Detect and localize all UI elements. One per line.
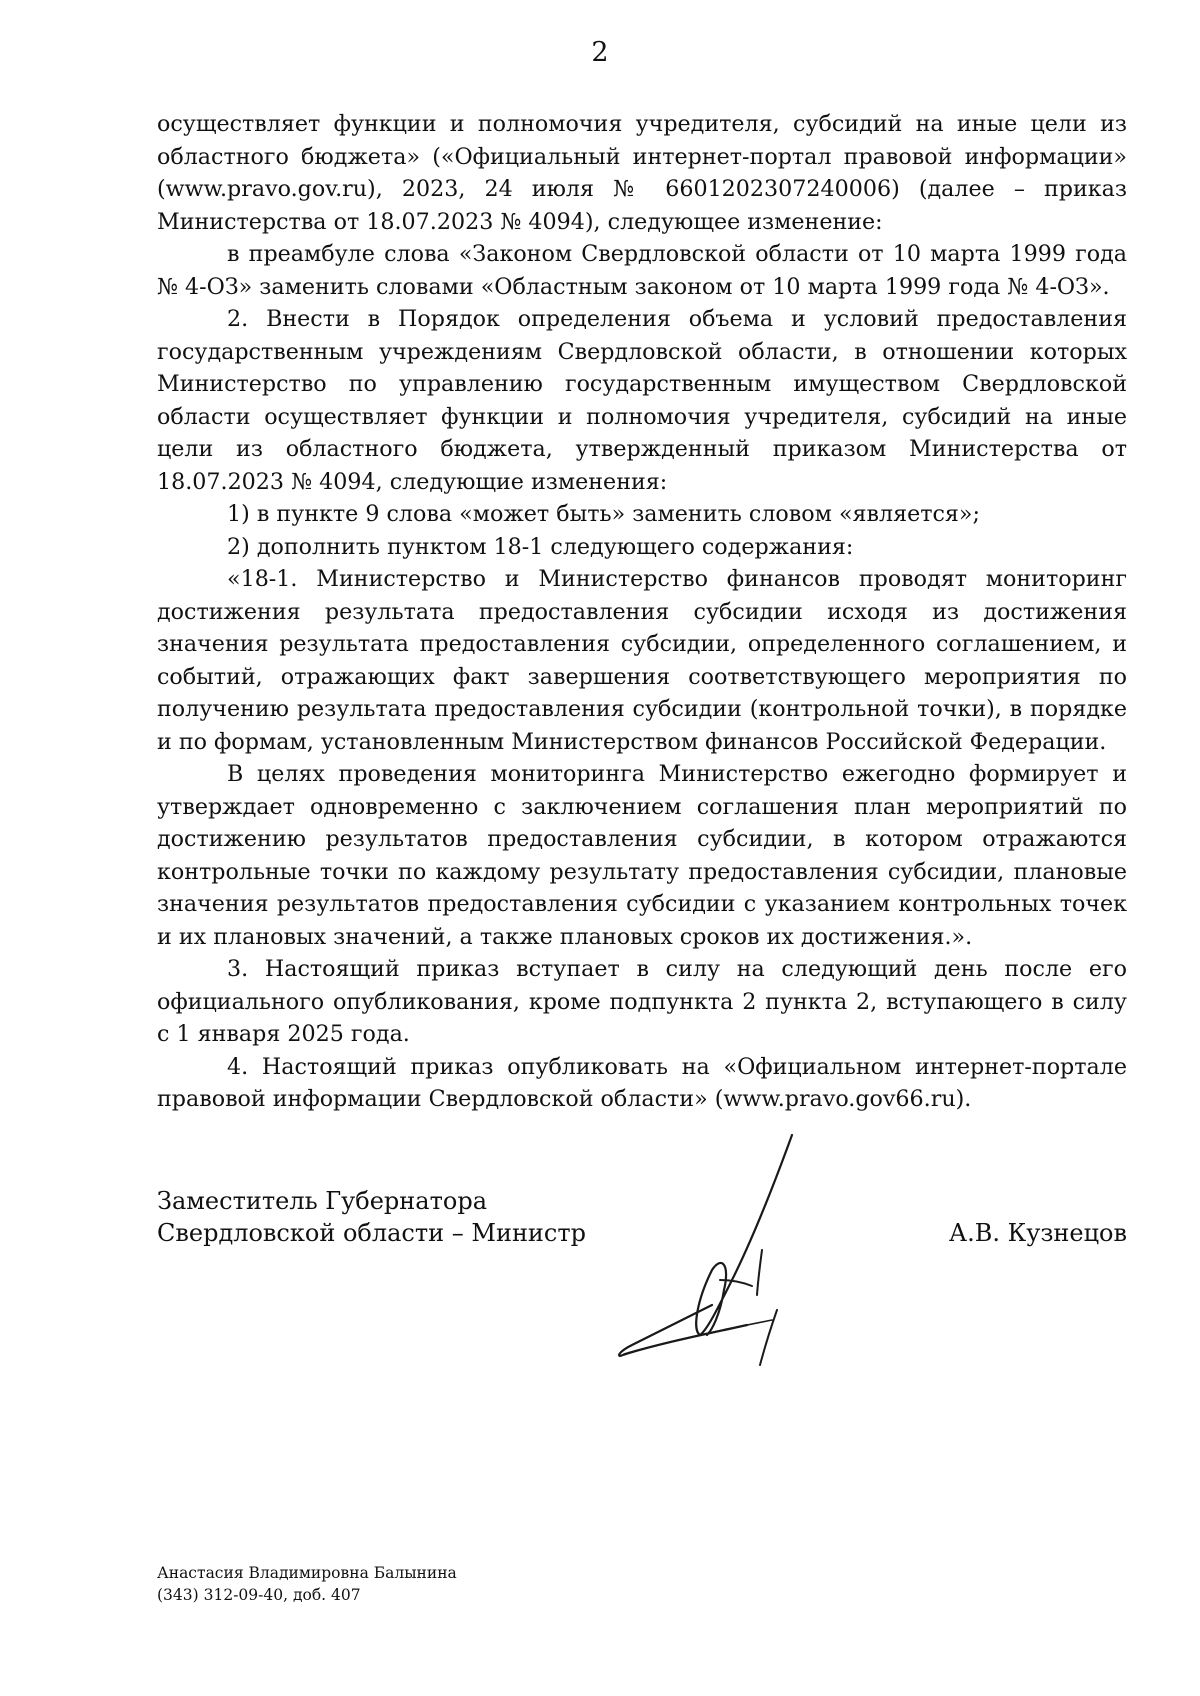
- paragraph: 3. Настоящий приказ вступает в силу на следующий день после его официального опубликования, кроме подпункта 2 пункта 2, вступающего в силу с 1 января 2025 года.: [157, 956, 1127, 1047]
- paragraph: «18-1. Министерство и Министерство финансов проводят мониторинг достижения результата предоставления субсидии исходя из достижения значения результата предоставления субсидии, определенного соглашением, и событий, отражающих факт завершения соответствующего мероприятия по получению результата предоставления субсидии (контрольной точки), в порядке и по формам, установленным Министерством финансов Российской Федерации.: [157, 566, 1127, 755]
- page-number: 2: [591, 37, 609, 68]
- signer-name: А.В. Кузнецов: [948, 1219, 1127, 1247]
- executor-name: Анастасия Владимировна Балынина: [157, 1564, 457, 1582]
- signature-block: [157, 1185, 1127, 1385]
- paragraph: 4. Настоящий приказ опубликовать на «Официальном интернет-портале правовой информации Свердловской области» (www.pravo.gov66.ru).: [157, 1053, 1127, 1112]
- paragraph: осуществляет функции и полномочия учредителя, субсидий на иные цели из областного бюджета» («Официальный интернет-портал правовой информации» (www.pravo.gov.ru), 2023, 24 июля № 6601202307240006) (далее – приказ Министерства от 18.07.2023 № 4094), следующее изменение:: [157, 111, 1127, 235]
- paragraph: 1) в пункте 9 слова «может быть» заменить словом «является»;: [227, 501, 980, 527]
- paragraph: В целях проведения мониторинга Министерство ежегодно формирует и утверждает одновременно с заключением соглашения план мероприятий по достижению результатов предоставления субсидии, в котором отражаются контрольные точки по каждому результату предоставления субсидии, плановые значения результатов предоставления субсидии с указанием контрольных точек и их плановых значений, а также плановых сроков их достижения.».: [157, 761, 1127, 950]
- paragraph: в преамбуле слова «Законом Свердловской области от 10 марта 1999 года № 4-ОЗ» заменить словами «Областным законом от 10 марта 1999 года № 4-ОЗ».: [157, 241, 1127, 300]
- paragraph: 2. Внести в Порядок определения объема и условий предоставления государственным учреждениям Свердловской области, в отношении которых Министерство по управлению государственным имуществом Свердловской области осуществляет функции и полномочия учредителя, субсидий на иные цели из областного бюджета, утвержденный приказом Министерства от 18.07.2023 № 4094, следующие изменения:: [157, 306, 1127, 495]
- signer-title-line: Заместитель Губернатора: [157, 1187, 487, 1215]
- executor-info: [157, 1562, 457, 1606]
- signer-title: [157, 1185, 586, 1249]
- executor-phone: (343) 312-09-40, доб. 407: [157, 1586, 361, 1604]
- paragraph: 2) дополнить пунктом 18-1 следующего содержания:: [227, 533, 854, 560]
- handwritten-signature-image: [612, 1130, 822, 1370]
- signer-title-line: Свердловской области – Министр: [157, 1219, 587, 1247]
- document-body: [157, 108, 1127, 1116]
